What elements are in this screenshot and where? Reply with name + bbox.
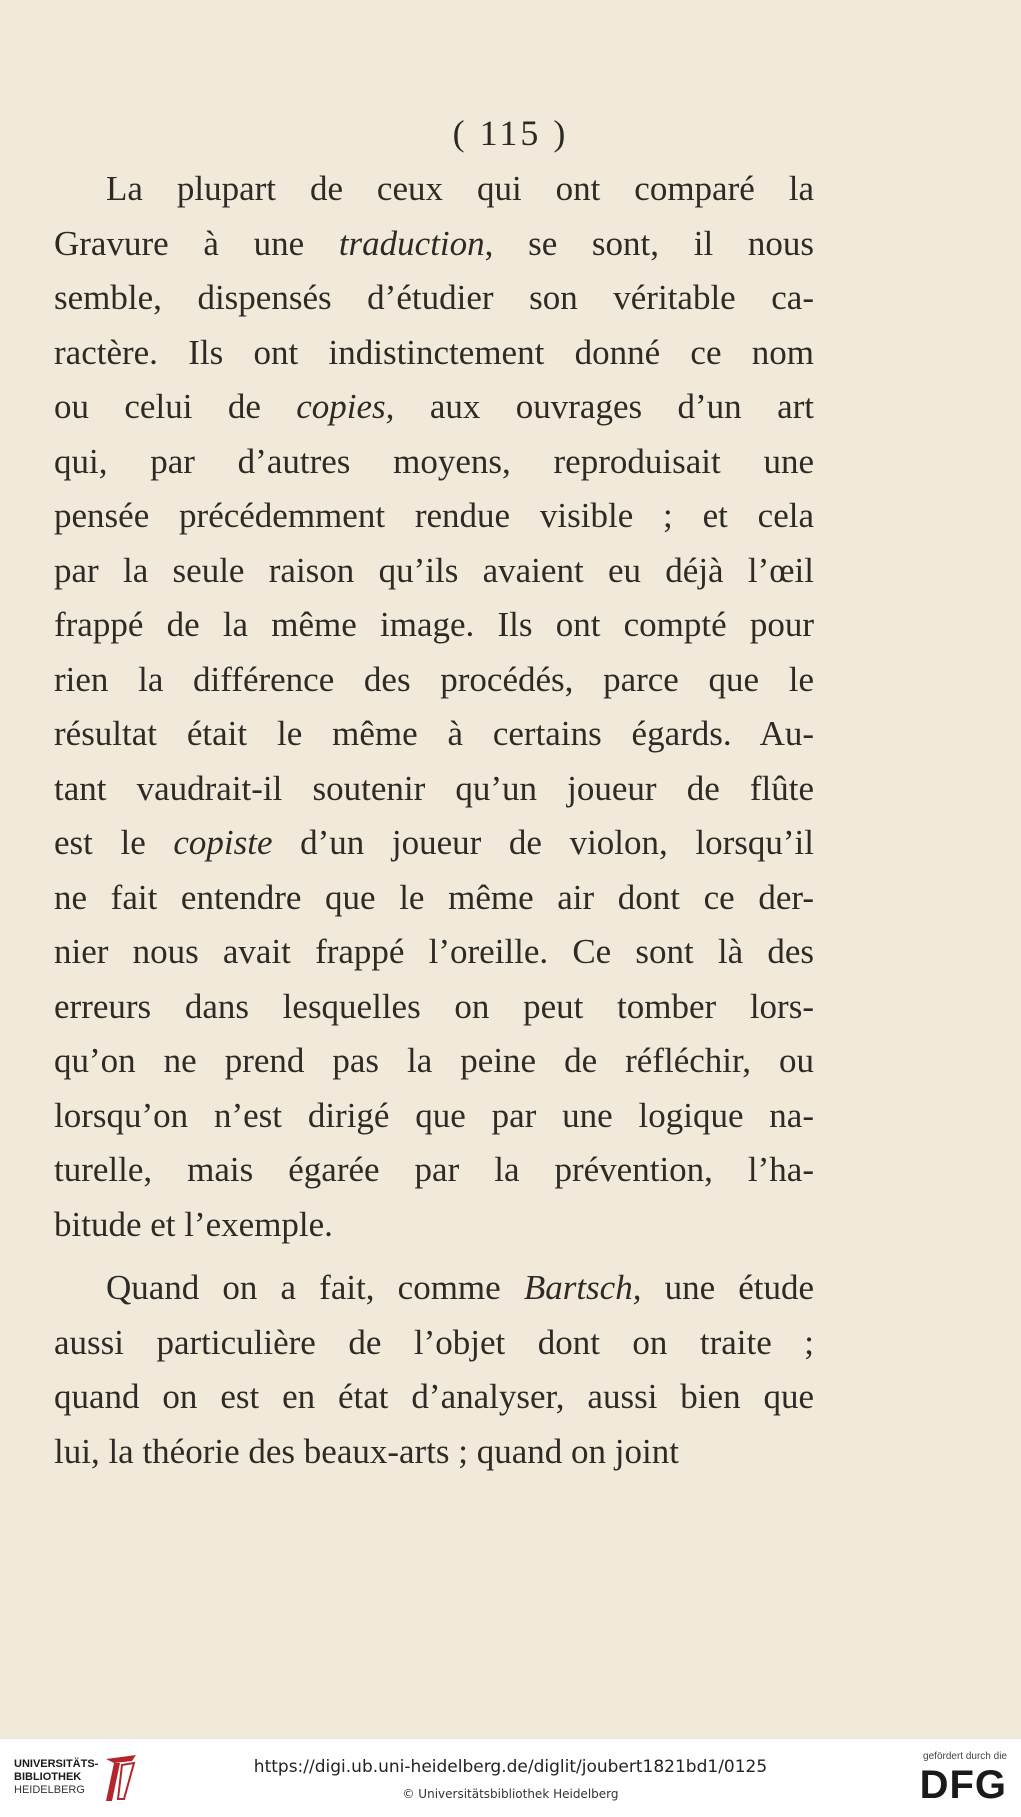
page-number: ( 115 ) <box>452 113 569 153</box>
text-line: La plupart de ceux qui ont comparé la <box>106 169 814 208</box>
text-line: lorsqu’on n’est dirigé que par une logique na- <box>54 1095 814 1135</box>
text-line: lui, la théorie des beaux-arts ; quand on joint <box>54 1431 679 1471</box>
library-name-line-1: UNIVERSITÄTS- <box>14 1758 99 1770</box>
text-line: rien la différence des procédés, parce que le <box>54 659 814 699</box>
text-line: bitude et l’exemple. <box>54 1204 333 1244</box>
text-line: est le copiste d’un joueur de violon, lorsqu’il <box>54 823 815 862</box>
text-line: qu’on ne prend pas la peine de réfléchir, ou <box>54 1041 814 1080</box>
viewer-footer <box>0 1738 1021 1817</box>
text-line: nier nous avait frappé l’oreille. Ce sont là des <box>54 932 814 971</box>
permalink-url[interactable]: https://digi.ub.uni-heidelberg.de/diglit/joubert1821bd1/0125 <box>253 1757 768 1777</box>
library-name-line-2: BIBLIOTHEK <box>14 1771 82 1783</box>
text-line: résultat était le même à certains égards. Au- <box>54 714 814 753</box>
text-line: erreurs dans lesquelles on peut tomber lors- <box>54 986 814 1026</box>
italic-term: traduction <box>338 223 485 263</box>
paragraph-gap <box>54 1252 814 1261</box>
text-line: frappé de la même image. Ils ont compté pour <box>54 605 814 644</box>
text-line: par la seule raison qu’ils avaient eu déjà l’œil <box>54 550 814 590</box>
text-line: aussi particulière de l’objet dont on traite ; <box>54 1322 814 1362</box>
text-line: tant vaudrait-il soutenir qu’un joueur de flûte <box>54 768 814 808</box>
text-line: turelle, mais égarée par la prévention, l’ha- <box>54 1150 814 1189</box>
text-line: ou celui de copies, aux ouvrages d’un art <box>54 387 814 426</box>
text-line: qui, par d’autres moyens, reproduisait une <box>54 441 814 481</box>
italic-term: copiste <box>173 823 273 862</box>
copyright-notice: © Universitätsbibliothek Heidelberg <box>402 1787 619 1801</box>
text-line: ractère. Ils ont indistinctement donné ce nom <box>54 332 814 372</box>
library-name-line-3: HEIDELBERG <box>14 1784 85 1796</box>
text-line: Gravure à une traduction, se sont, il nous <box>54 223 814 263</box>
italic-term: Bartsch, <box>523 1268 642 1307</box>
funder-caption: gefördert durch die <box>923 1751 1007 1762</box>
text-line: pensée précédemment rendue visible ; et cela <box>54 496 814 535</box>
dfg-logo: DFG <box>919 1763 1007 1807</box>
italic-term: copies, <box>296 387 395 426</box>
text-line: Quand on a fait, comme Bartsch, une étude <box>106 1268 814 1307</box>
body-text <box>54 162 814 1479</box>
text-line: ne fait entendre que le même air dont ce der- <box>54 877 814 917</box>
text-line: semble, dispensés d’étudier son véritable ca- <box>54 278 814 317</box>
text-line: quand on est en état d’analyser, aussi bien que <box>54 1377 814 1416</box>
